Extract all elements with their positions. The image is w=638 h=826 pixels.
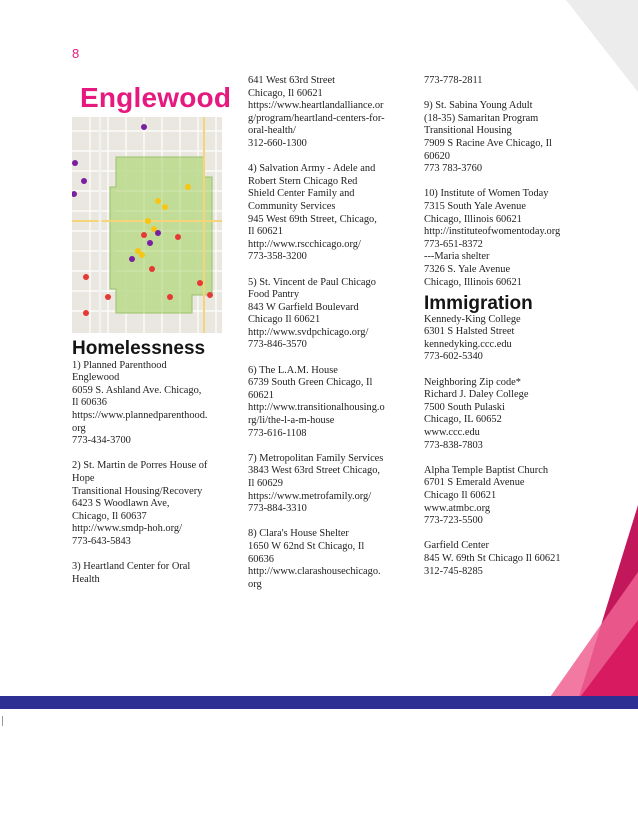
listing-entry: Kennedy-King College 6301 S Halsted Street kennedyking.ccc.edu 773-602-5340 <box>424 313 521 363</box>
page-number: 8 <box>72 46 80 61</box>
listing-entry: 2) St. Martin de Porres House of Hope Transitional Housing/Recovery 6423 S Woodlawn Ave, Chicago, Il 60637 http://www.smdp-hoh.org/ 773-643-5843 <box>72 460 208 547</box>
immigration-heading: Immigration <box>424 293 533 315</box>
listing-entry: 641 West 63rd Street Chicago, Il 60621 https://www.heartlandalliance.or g/program/heartland-centers-for- oral-health/ 312-660-1300 <box>248 75 385 149</box>
homelessness-heading: Homelessness <box>72 338 206 359</box>
listing-entry: Alpha Temple Baptist Church 6701 S Emerald Avenue Chicago Il 60621 www.atmbc.org 773-723-5500 <box>424 464 549 527</box>
listing-entry: 8) Clara's House Shelter 1650 W 62nd St Chicago, Il 60636 http://www.clarashousechicago. org <box>248 528 381 590</box>
listing-entry: 4) Salvation Army - Adele and Robert Stern Chicago Red Shield Center Family and Community Services 945 West 69th Street, Chicago, Il 60621 http://www.rscchicago.org/ 773-358-3200 <box>248 163 377 263</box>
listing-entry: 3) Heartland Center for Oral Health <box>72 561 191 585</box>
englewood-map <box>72 117 222 333</box>
listing-entry: Neighboring Zip code* Richard J. Daley College 7500 South Pulaski Chicago, IL 60652 www.ccc.edu 773-838-7803 <box>424 376 529 451</box>
homelessness-column <box>72 338 222 599</box>
listings-column-3 <box>424 75 574 591</box>
map-graphic <box>72 117 222 333</box>
listing-entry: 9) St. Sabina Young Adult (18-35) Samaritan Program Transitional Housing 7909 S Racine Ave Chicago, Il 60620 773 783-3760 <box>424 100 552 175</box>
listings-column-2 <box>248 75 398 604</box>
englewood-title: Englewood <box>80 82 232 113</box>
listing-entry: 6) The L.A.M. House 6739 South Green Chicago, Il 60621 http://www.transitionalhousing.o rg/li/the-l-a-m-house 773-616-1108 <box>248 364 385 439</box>
edge-mark <box>2 716 3 726</box>
corner-decoration <box>566 0 638 92</box>
listing-entry: 7) Metropolitan Family Services 3843 West 63rd Street Chicago, Il 60629 https://www.metrofamily.org/ 773-884-3310 <box>248 452 384 515</box>
listing-entry: 773-778-2811 <box>424 75 483 86</box>
footer-band <box>0 696 638 709</box>
listing-entry: Garfield Center 845 W. 69th St Chicago Il 60621 312-745-8285 <box>424 540 561 577</box>
listing-entry: 5) St. Vincent de Paul Chicago Food Pantry 843 W Garfield Boulevard Chicago Il 60621 http://www.svdpchicago.org/ 773-846-3570 <box>248 276 376 351</box>
listing-entry: 10) Institute of Women Today 7315 South Yale Avenue Chicago, Illinois 60621 http://instituteofwomentoday.org 773-651-8372 ---Maria shelter 7326 S. Yale Avenue Chicago, Illinois 60621 <box>424 188 561 288</box>
listing-entry: 1) Planned Parenthood Englewood 6059 S. Ashland Ave. Chicago, Il 60636 https://www.plannedparenthood. org 773-434-3700 <box>72 359 208 447</box>
